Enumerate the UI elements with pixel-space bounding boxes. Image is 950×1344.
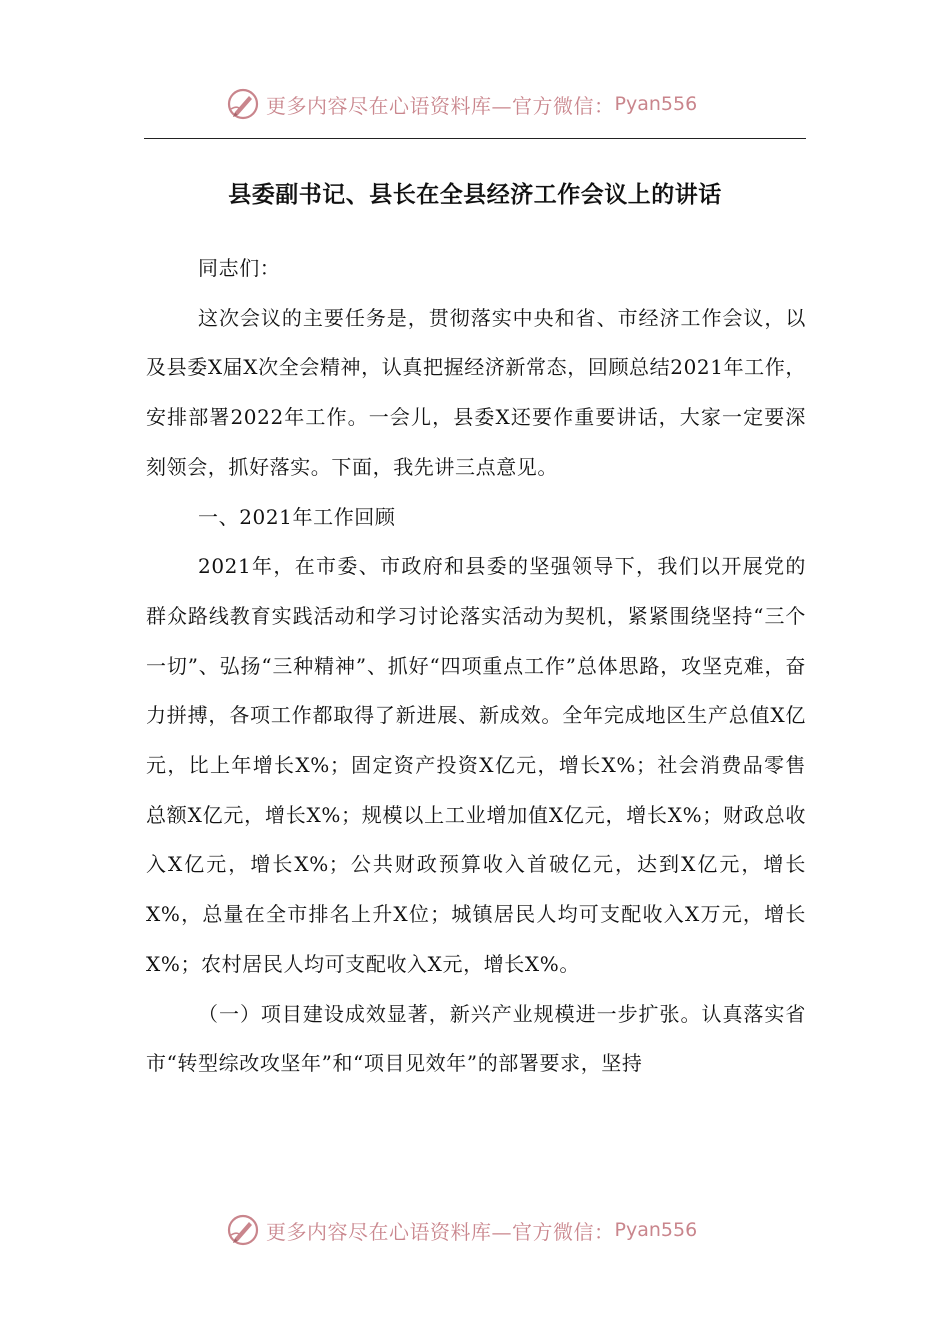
watermark-text: 更多内容尽在心语资料库—官方微信： xyxy=(266,1219,615,1244)
pen-logo-icon xyxy=(226,1213,260,1247)
paragraph-intro: 这次会议的主要任务是，贯彻落实中央和省、市经济工作会议，以及县委X届X次全会精神，认真把握经济新常态，回顾总结2021年工作，安排部署2022年工作。一会儿，县委X还要作重要讲话，大家一定要深刻领会，抓好落实。下面，我先讲三点意见。 xyxy=(146,305,806,479)
section-heading-1: 一、2021年工作回顾 xyxy=(198,504,396,529)
paragraph-review: 2021年，在市委、市政府和县委的坚强领导下，我们以开展党的群众路线教育实践活动和学习讨论落实活动为契机，紧紧围绕坚持“三个一切”、弘扬“三种精神”、抓好“四项重点工作”总体思路，攻坚克难，奋力拼搏，各项工作都取得了新进展、新成效。全年完成地区生产总值X亿元，比上年增长X%；固定资产投资X亿元，增长X%；社会消费品零售总额X亿元，增长X%；规模以上工业增加值X亿元，增长X%；财政总收入X亿元，增长X%；公共财政预算收入首破亿元，达到X亿元，增长X%，总量在全市排名上升X位；城镇居民人均可支配收入X万元，增长X%；农村居民人均可支配收入X元，增长X%。 xyxy=(146,554,806,976)
watermark-text: 更多内容尽在心语资料库—官方微信： xyxy=(266,93,615,118)
document-body xyxy=(146,244,806,1089)
pen-logo-icon xyxy=(226,87,260,121)
header-divider xyxy=(144,138,806,139)
watermark-id: Pyan556 xyxy=(614,93,698,115)
document-title: 县委副书记、县长在全县经济工作会议上的讲话 xyxy=(228,181,722,208)
header-watermark xyxy=(0,84,950,124)
paragraph-subsection-1: （一）项目建设成效显著，新兴产业规模进一步扩张。认真落实省市“转型综改攻坚年”和“项目见效年”的部署要求，坚持 xyxy=(146,1001,806,1076)
salutation: 同志们： xyxy=(198,256,281,280)
footer-watermark xyxy=(0,1210,950,1250)
watermark-id: Pyan556 xyxy=(614,1219,698,1241)
